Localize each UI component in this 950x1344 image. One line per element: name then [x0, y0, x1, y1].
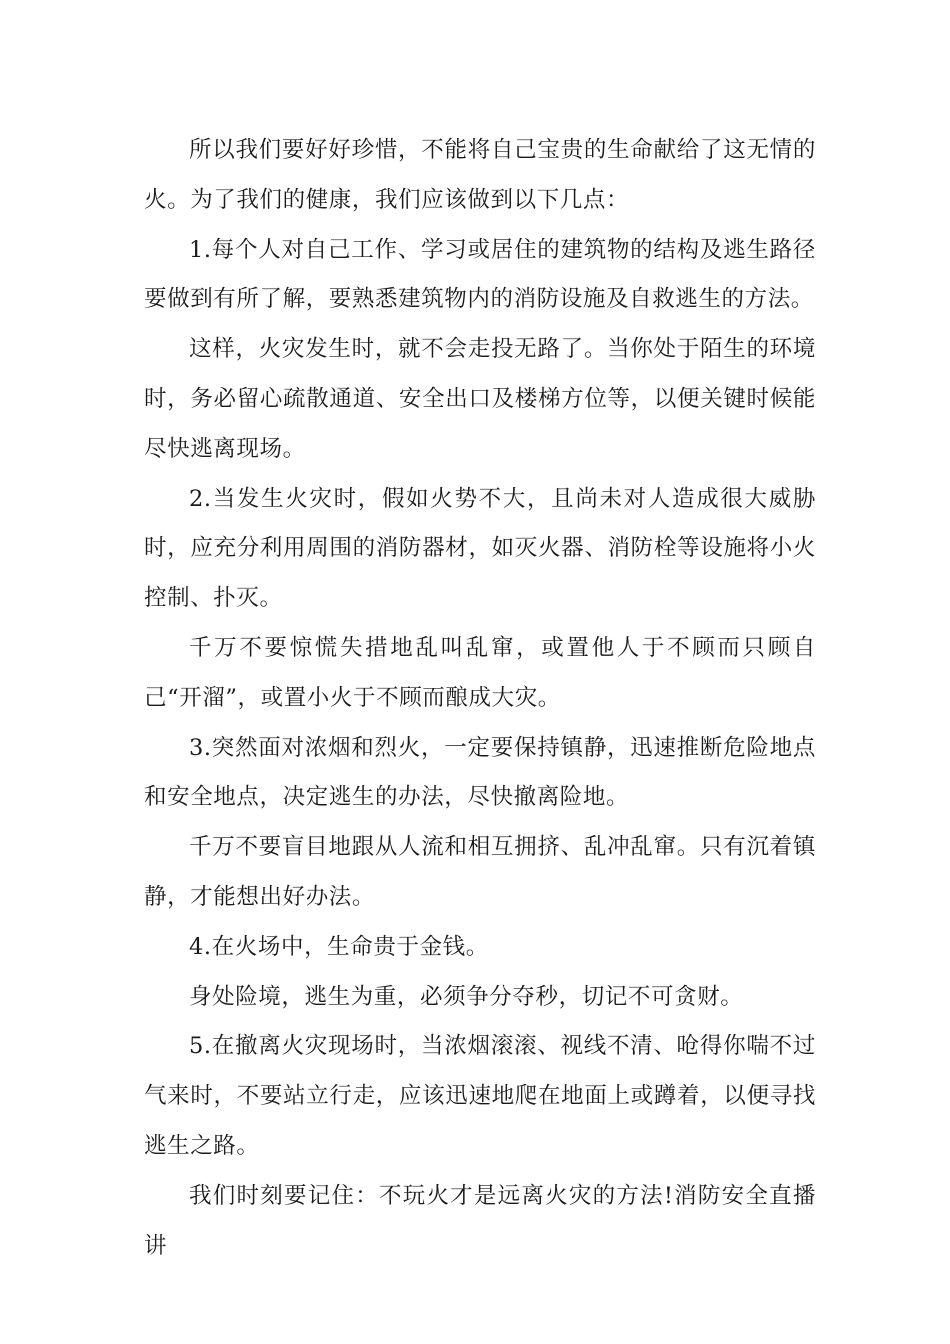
paragraph-intro: 所以我们要好好珍惜，不能将自己宝贵的生命献给了这无情的火。为了我们的健康，我们应该做到以下几点： — [144, 137, 816, 213]
paragraph-point-3: 3.突然面对浓烟和烈火，一定要保持镇静，迅速推断危险地点和安全地点，决定逃生的办法，尽快撤离险地。 — [144, 734, 816, 811]
paragraph-point-2: 2.当发生火灾时，假如火势不大，且尚未对人造成很大威胁时，应充分利用周围的消防器材，如灭火器、消防栓等设施将小火控制、扑灭。 — [144, 485, 816, 612]
paragraph-point-1-detail: 这样，火灾发生时，就不会走投无路了。当你处于陌生的环境时，务必留心疏散通道、安全出口及楼梯方位等，以便关键时候能尽快逃离现场。 — [144, 336, 816, 462]
paragraph-point-3-detail: 千万不要盲目地跟从人流和相互拥挤、乱冲乱窜。只有沉着镇静，才能想出好办法。 — [144, 834, 816, 910]
paragraph-point-2-detail: 千万不要惊慌失措地乱叫乱窜，或置他人于不顾而只顾自己“开溜”，或置小火于不顾而酿成大灾。 — [144, 634, 816, 711]
paragraph-point-1: 1.每个人对自己工作、学习或居住的建筑物的结构及逃生路径要做到有所了解，要熟悉建筑物内的消防设施及自救逃生的方法。 — [144, 236, 816, 313]
paragraph-point-4-detail: 身处险境，逃生为重，必须争分夺秒，切记不可贪财。 — [189, 983, 744, 1010]
paragraph-point-5: 5.在撤离火灾现场时，当浓烟滚滚、视线不清、呛得你喘不过气来时，不要站立行走，应该迅速地爬在地面上或蹲着，以便寻找逃生之路。 — [144, 1033, 816, 1159]
paragraph-point-4: 4.在火场中，生命贵于金钱。 — [189, 933, 489, 960]
document-page — [144, 126, 816, 1271]
paragraph-conclusion: 我们时刻要记住：不玩火才是远离火灾的方法!消防安全直播讲 — [144, 1182, 816, 1259]
